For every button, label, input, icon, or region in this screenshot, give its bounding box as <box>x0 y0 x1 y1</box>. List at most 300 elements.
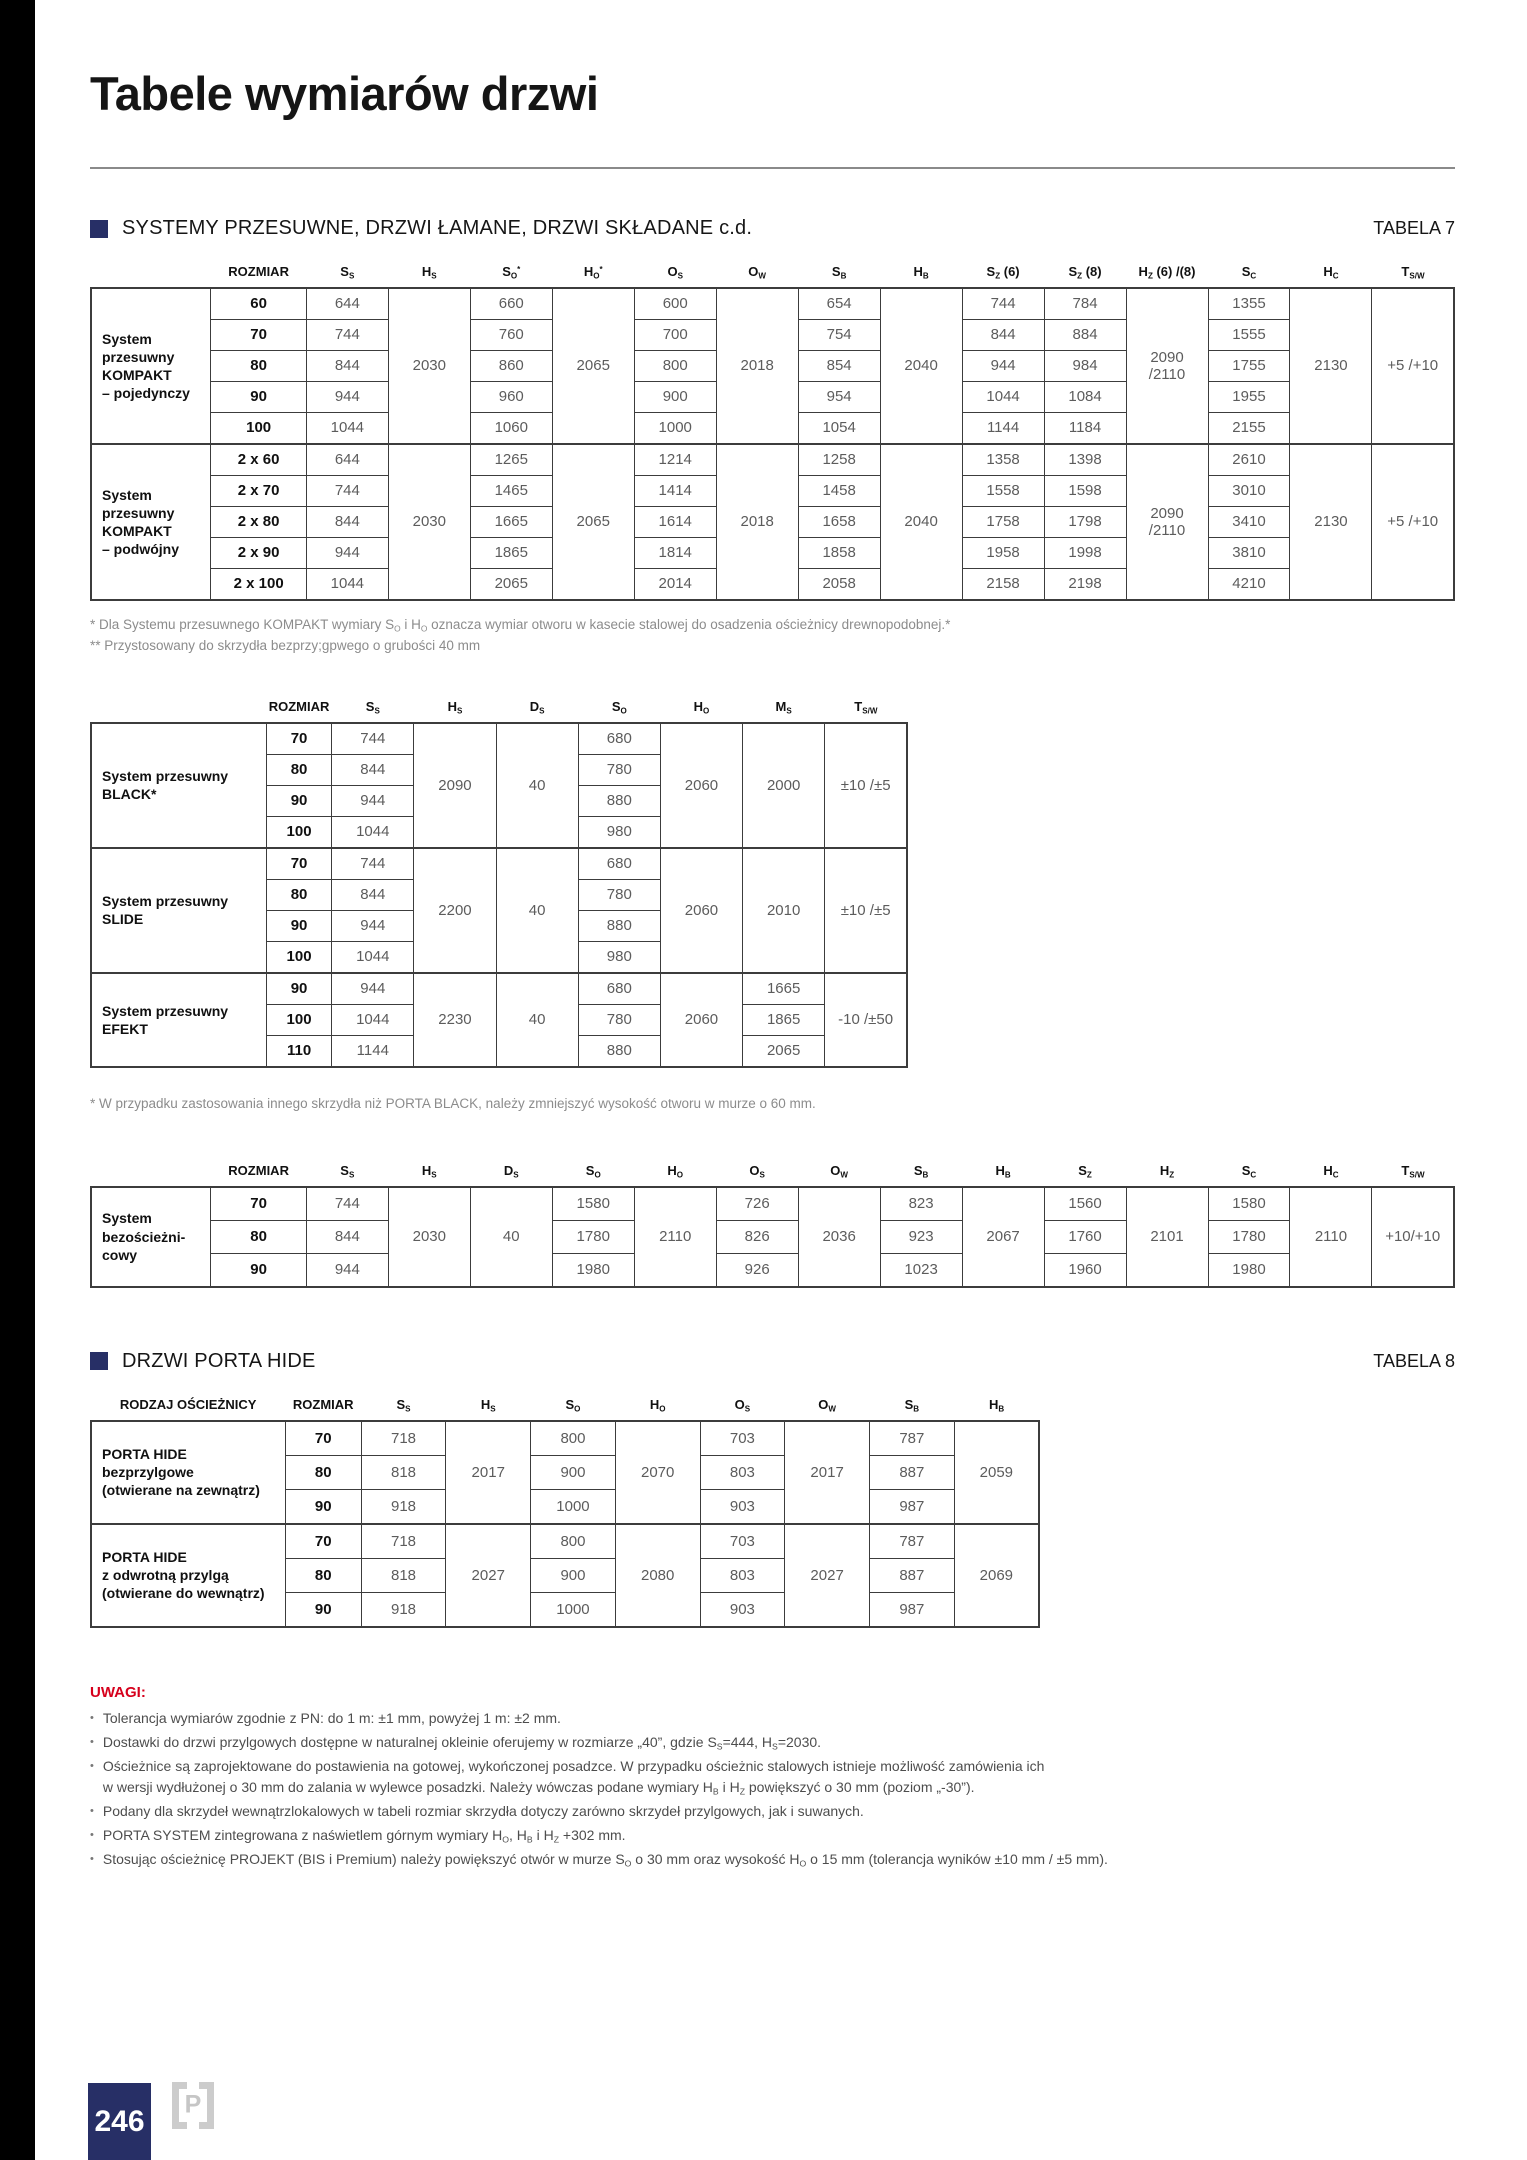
value-cell: 844 <box>332 879 414 910</box>
value-cell: 903 <box>700 1489 785 1524</box>
column-header <box>91 699 266 723</box>
value-cell: 680 <box>578 973 660 1005</box>
value-cell: 2610 <box>1208 444 1290 476</box>
merged-value-cell: 2059 <box>954 1421 1039 1524</box>
column-header: $O_W$ <box>818 1396 836 1414</box>
merged-value-cell: 40 <box>496 848 578 973</box>
size-cell: 70 <box>285 1524 361 1559</box>
value-cell: 1265 <box>470 444 552 476</box>
merged-value-cell: 2067 <box>962 1187 1044 1287</box>
size-cell: 90 <box>266 973 331 1005</box>
value-cell: 923 <box>880 1220 962 1253</box>
size-cell: 80 <box>211 351 306 382</box>
value-cell: 2198 <box>1044 569 1126 601</box>
value-cell: 926 <box>716 1253 798 1287</box>
merged-value-cell: 2230 <box>414 973 496 1067</box>
column-header: $H_S$ <box>421 1162 437 1180</box>
value-cell: 860 <box>470 351 552 382</box>
value-cell: 744 <box>332 723 414 755</box>
column-header: $H_O$ <box>693 698 710 716</box>
value-cell: 644 <box>306 288 388 320</box>
merged-value-cell: 2069 <box>954 1524 1039 1627</box>
column-header: $H_B$ <box>913 264 929 281</box>
size-cell: 70 <box>266 848 331 880</box>
section-header-porta-hide <box>90 1350 1455 1373</box>
group-label: System przesuwny BLACK* <box>91 723 266 848</box>
merged-value-cell: 2060 <box>660 973 742 1067</box>
value-cell: 844 <box>306 1220 388 1253</box>
note-item <box>90 1732 1455 1753</box>
column-header: $H_O$ <box>649 1396 666 1414</box>
size-cell: 60 <box>211 288 306 320</box>
value-cell: 2155 <box>1208 413 1290 445</box>
merged-value-cell: 40 <box>496 973 578 1067</box>
value-cell: 744 <box>306 1187 388 1221</box>
value-cell: 1558 <box>962 476 1044 507</box>
notes-section <box>90 1684 1455 1870</box>
bullet-icon: • <box>90 1804 94 1817</box>
group-label: System przesuwny EFEKT <box>91 973 266 1067</box>
size-cell: 80 <box>285 1558 361 1592</box>
value-cell: 1398 <box>1044 444 1126 476</box>
group-label: System bezościeżni- cowy <box>91 1187 211 1287</box>
value-cell: 4210 <box>1208 569 1290 601</box>
column-header <box>91 264 211 288</box>
size-cell: 2 x 60 <box>211 444 306 476</box>
table-black-slide-efekt <box>90 699 908 1068</box>
value-cell: 1780 <box>1208 1220 1290 1253</box>
merged-value-cell: ±10 /±5 <box>825 723 907 848</box>
value-cell: 1580 <box>552 1187 634 1221</box>
merged-value-cell: 2090 /2110 <box>1126 444 1208 600</box>
column-header: $S_S$ <box>340 1162 355 1180</box>
merged-value-cell: 2018 <box>716 288 798 444</box>
value-cell: 680 <box>578 723 660 755</box>
value-cell: 787 <box>869 1421 954 1456</box>
value-cell: 744 <box>306 320 388 351</box>
note-text: Stosując ościeżnicę PROJEKT (BIS i Premium) należy powiększyć otwór w murze $S_O$ o 30 mm oraz wysokość $H_O$ o 15 mm (tolerancja wyników ±10 mm / ±5 mm). <box>102 1850 1108 1869</box>
value-cell: 1044 <box>332 816 414 848</box>
value-cell: 918 <box>361 1489 446 1524</box>
left-edge-bar <box>0 0 35 2160</box>
value-cell: 1555 <box>1208 320 1290 351</box>
value-cell: 880 <box>578 910 660 941</box>
value-cell: 903 <box>700 1592 785 1627</box>
value-cell: 1814 <box>634 538 716 569</box>
size-cell: 90 <box>266 785 331 816</box>
value-cell: 900 <box>531 1558 616 1592</box>
merged-value-cell: 2040 <box>880 444 962 600</box>
value-cell: 1000 <box>634 413 716 445</box>
merged-value-cell: 2030 <box>388 444 470 600</box>
column-header: $T_{S/W}$ <box>854 698 878 716</box>
size-cell: 70 <box>211 1187 306 1221</box>
value-cell: 1980 <box>1208 1253 1290 1287</box>
table7-footnotes <box>90 615 1455 657</box>
value-cell: 826 <box>716 1220 798 1253</box>
page-number-badge <box>88 2083 151 2160</box>
table7-grid <box>90 264 1455 601</box>
column-header: $S_S$ <box>340 264 355 281</box>
column-header: $T_{S/W}$ <box>1401 264 1425 281</box>
merged-value-cell: 2018 <box>716 444 798 600</box>
value-cell: 754 <box>798 320 880 351</box>
value-cell: 800 <box>634 351 716 382</box>
value-cell: 784 <box>1044 288 1126 320</box>
merged-value-cell: 40 <box>470 1187 552 1287</box>
value-cell: 700 <box>634 320 716 351</box>
value-cell: 660 <box>470 288 552 320</box>
value-cell: 944 <box>332 973 414 1005</box>
value-cell: 780 <box>578 1004 660 1035</box>
value-cell: 984 <box>1044 351 1126 382</box>
column-header: $H_B$ <box>995 1162 1011 1180</box>
section-title: DRZWI PORTA HIDE <box>122 1349 316 1372</box>
size-cell: 80 <box>266 754 331 785</box>
bullet-icon: • <box>90 1828 94 1841</box>
column-header: $O_S$ <box>667 264 683 281</box>
merged-value-cell: +5 /+10 <box>1372 288 1454 444</box>
column-header: $M_S$ <box>775 698 792 716</box>
page-content <box>90 0 1455 1873</box>
value-cell: 1760 <box>1044 1220 1126 1253</box>
value-cell: 1054 <box>798 413 880 445</box>
value-cell: 960 <box>470 382 552 413</box>
column-header: $S_Z$ (8) <box>1068 264 1102 281</box>
size-cell: 80 <box>211 1220 306 1253</box>
value-cell: 1580 <box>1208 1187 1290 1221</box>
value-cell: 703 <box>700 1524 785 1559</box>
value-cell: 718 <box>361 1524 446 1559</box>
size-cell: 70 <box>285 1421 361 1456</box>
size-cell: 70 <box>266 723 331 755</box>
column-header: $S_C$ <box>1241 264 1257 281</box>
merged-value-cell: 2065 <box>552 288 634 444</box>
merged-value-cell: 2080 <box>615 1524 700 1627</box>
value-cell: 760 <box>470 320 552 351</box>
column-header: $H_Z$ <box>1159 1162 1175 1180</box>
group-label: PORTA HIDE bezprzylgowe (otwierane na zewnątrz) <box>91 1421 285 1524</box>
column-header: $S_S$ <box>365 698 380 716</box>
bullet-icon: • <box>90 1735 94 1748</box>
value-cell: 1044 <box>962 382 1044 413</box>
value-cell: 726 <box>716 1187 798 1221</box>
value-cell: 1044 <box>306 569 388 601</box>
value-cell: 980 <box>578 816 660 848</box>
merged-value-cell: 2027 <box>446 1524 531 1627</box>
value-cell: 1458 <box>798 476 880 507</box>
value-cell: 3010 <box>1208 476 1290 507</box>
column-header: ROZMIAR <box>268 698 330 714</box>
value-cell: 1044 <box>332 941 414 973</box>
merged-value-cell: 2101 <box>1126 1187 1208 1287</box>
value-cell: 787 <box>869 1524 954 1559</box>
size-cell: 90 <box>211 382 306 413</box>
value-cell: 780 <box>578 879 660 910</box>
footnote: * W przypadku zastosowania innego skrzydła niż PORTA BLACK, należy zmniejszyć wysokość otworu w murze o 60 mm. <box>90 1095 816 1111</box>
footnote: ** Przystosowany do skrzydła bezprzy;gpwego o grubości 40 mm <box>90 637 481 653</box>
value-cell: 954 <box>798 382 880 413</box>
value-cell: 880 <box>578 785 660 816</box>
value-cell: 1355 <box>1208 288 1290 320</box>
value-cell: 1780 <box>552 1220 634 1253</box>
value-cell: 2065 <box>470 569 552 601</box>
column-header: ROZMIAR <box>228 264 289 279</box>
value-cell: 644 <box>306 444 388 476</box>
value-cell: 900 <box>634 382 716 413</box>
value-cell: 703 <box>700 1421 785 1456</box>
tabela-8-label: TABELA 8 <box>1373 1350 1455 1371</box>
page-title: Tabele wymiarów drzwi <box>90 67 599 120</box>
value-cell: 880 <box>578 1035 660 1067</box>
section-header-sliding-systems <box>90 217 1455 240</box>
merged-value-cell: 2030 <box>388 288 470 444</box>
column-header: $S_B$ <box>904 1396 920 1414</box>
logo-letter: P <box>184 2089 202 2118</box>
merged-value-cell: +5 /+10 <box>1372 444 1454 600</box>
footnote: * Dla Systemu przesuwnego KOMPAKT wymiary $S_O$ i $H_O$ oznacza wymiar otworu w kasecie stalowej do osadzenia ościeżnicy drewnopodobnej.* <box>90 617 951 634</box>
value-cell: 918 <box>361 1592 446 1627</box>
value-cell: 2065 <box>743 1035 825 1067</box>
size-cell: 90 <box>285 1592 361 1627</box>
value-cell: 980 <box>578 941 660 973</box>
section-title: SYSTEMY PRZESUWNE, DRZWI ŁAMANE, DRZWI SKŁADANE c.d. <box>122 217 753 239</box>
column-header: $H_B$ <box>988 1396 1005 1414</box>
value-cell: 1858 <box>798 538 880 569</box>
value-cell: 1000 <box>531 1489 616 1524</box>
bullet-icon: • <box>90 1711 94 1724</box>
value-cell: 1755 <box>1208 351 1290 382</box>
value-cell: 818 <box>361 1558 446 1592</box>
value-cell: 803 <box>700 1455 785 1489</box>
group-label: PORTA HIDE z odwrotną przylgą (otwierane do wewnątrz) <box>91 1524 285 1627</box>
value-cell: 744 <box>332 848 414 880</box>
note-item <box>90 1801 1455 1822</box>
value-cell: 1144 <box>332 1035 414 1067</box>
value-cell: 1358 <box>962 444 1044 476</box>
tabela-7-label: TABELA 7 <box>1373 218 1455 238</box>
value-cell: 944 <box>332 785 414 816</box>
value-cell: 854 <box>798 351 880 382</box>
column-header: $H_O$ <box>667 1162 684 1180</box>
value-cell: 844 <box>962 320 1044 351</box>
merged-value-cell: 2130 <box>1290 288 1372 444</box>
table_frameless-grid <box>90 1163 1455 1288</box>
value-cell: 803 <box>700 1558 785 1592</box>
value-cell: 800 <box>531 1524 616 1559</box>
size-cell: 90 <box>285 1489 361 1524</box>
porta-logo-icon <box>172 2082 214 2129</box>
merged-value-cell: 2065 <box>552 444 634 600</box>
notes-list <box>90 1708 1455 1870</box>
merged-value-cell: 2090 <box>414 723 496 848</box>
column-header: $H_S$ <box>480 1396 496 1414</box>
value-cell: 887 <box>869 1455 954 1489</box>
size-cell: 70 <box>211 320 306 351</box>
notes-title: UWAGI: <box>90 1683 146 1701</box>
value-cell: 3810 <box>1208 538 1290 569</box>
value-cell: 1465 <box>470 476 552 507</box>
column-header: $H_Z$ (6) /(8) <box>1138 264 1196 281</box>
size-cell: 110 <box>266 1035 331 1067</box>
merged-value-cell: -10 /±50 <box>825 973 907 1067</box>
section-marker-icon <box>90 220 108 238</box>
value-cell: 2058 <box>798 569 880 601</box>
value-cell: 1980 <box>552 1253 634 1287</box>
merged-value-cell: 2110 <box>634 1187 716 1287</box>
column-header: $S_O$ <box>585 1162 601 1180</box>
value-cell: 1184 <box>1044 413 1126 445</box>
column-header: $H_S$ <box>447 698 463 716</box>
value-cell: 1060 <box>470 413 552 445</box>
column-header: $S_B$ <box>913 1162 929 1180</box>
title-divider <box>90 167 1455 169</box>
merged-value-cell: 2070 <box>615 1421 700 1524</box>
merged-value-cell: 2017 <box>446 1421 531 1524</box>
size-cell: 2 x 70 <box>211 476 306 507</box>
value-cell: 1658 <box>798 507 880 538</box>
column-header: $S_S$ <box>396 1396 411 1414</box>
note-item <box>90 1849 1455 1870</box>
note-text: PORTA SYSTEM zintegrowana z naświetlem górnym wymiary $H_O$, $H_B$ i $H_Z +302$ mm. <box>102 1826 626 1845</box>
column-header: $O_W$ <box>830 1162 848 1180</box>
size-cell: 80 <box>266 879 331 910</box>
value-cell: 944 <box>306 382 388 413</box>
value-cell: 944 <box>306 538 388 569</box>
table_mid-grid <box>90 699 908 1068</box>
value-cell: 1865 <box>743 1004 825 1035</box>
value-cell: 1798 <box>1044 507 1126 538</box>
note-text: Podany dla skrzydeł wewnątrzlokalowych w tabeli rozmiar skrzydła dotyczy zarówno skrzydeł przylgowych, jak i suwanych. <box>102 1802 864 1819</box>
value-cell: 987 <box>869 1489 954 1524</box>
value-cell: 818 <box>361 1455 446 1489</box>
value-cell: 780 <box>578 754 660 785</box>
group-label: System przesuwny SLIDE <box>91 848 266 973</box>
value-cell: 1614 <box>634 507 716 538</box>
value-cell: 987 <box>869 1592 954 1627</box>
value-cell: 1598 <box>1044 476 1126 507</box>
column-header: $T_{S/W}$ <box>1401 1162 1425 1180</box>
merged-value-cell: 2090 /2110 <box>1126 288 1208 444</box>
value-cell: 1758 <box>962 507 1044 538</box>
table-frameless-system <box>90 1163 1455 1288</box>
section-marker-icon <box>90 1352 108 1370</box>
value-cell: 718 <box>361 1421 446 1456</box>
group-label: System przesuwny KOMPAKT – pojedynczy <box>91 288 211 444</box>
value-cell: 744 <box>306 476 388 507</box>
column-header: $S_B$ <box>831 264 847 281</box>
column-header: $S_O$ <box>565 1396 581 1414</box>
column-header: $O_W$ <box>748 264 767 281</box>
column-header: $O_S$ <box>734 1396 751 1414</box>
column-header: $S_Z$ (6) <box>986 264 1020 281</box>
group-label: System przesuwny KOMPAKT – podwójny <box>91 444 211 600</box>
value-cell: 680 <box>578 848 660 880</box>
column-header: $S_O^*$ <box>502 264 521 281</box>
note-text: Ościeżnice są zaprojektowane do postawienia na gotowej, wykończonej posadzce. W przypadku ościeżnic stalowych istnieje możliwość zamówienia ich w wersji wydłużonej o 30 mm do zalania w wylewce posadzki. Należy wówczas podane wymiary $H_B$ i $H_Z$ powiększyć o 30 mm (poziom „-30”). <box>102 1757 1045 1797</box>
value-cell: 944 <box>306 1253 388 1287</box>
column-header: $H_O^*$ <box>583 264 603 281</box>
value-cell: 1258 <box>798 444 880 476</box>
value-cell: 900 <box>531 1455 616 1489</box>
size-cell: 2 x 80 <box>211 507 306 538</box>
value-cell: 1023 <box>880 1253 962 1287</box>
value-cell: 944 <box>332 910 414 941</box>
size-cell: 2 x 100 <box>211 569 306 601</box>
value-cell: 1560 <box>1044 1187 1126 1221</box>
page-number: 246 <box>94 2104 145 2138</box>
value-cell: 800 <box>531 1421 616 1456</box>
column-header: RODZAJ OŚCIEŻNICY <box>119 1396 257 1412</box>
size-cell: 90 <box>266 910 331 941</box>
merged-value-cell: 40 <box>496 723 578 848</box>
merged-value-cell: 2030 <box>388 1187 470 1287</box>
column-header: $D_S$ <box>503 1162 519 1180</box>
column-header: $O_S$ <box>749 1162 765 1180</box>
merged-value-cell: 2130 <box>1290 444 1372 600</box>
value-cell: 844 <box>332 754 414 785</box>
size-cell: 100 <box>266 1004 331 1035</box>
table-kompakt-systems <box>90 264 1455 601</box>
value-cell: 1665 <box>470 507 552 538</box>
value-cell: 887 <box>869 1558 954 1592</box>
bullet-icon: • <box>90 1852 94 1865</box>
merged-value-cell: 2060 <box>660 723 742 848</box>
column-header: $H_C$ <box>1323 264 1339 281</box>
value-cell: 1865 <box>470 538 552 569</box>
value-cell: 944 <box>962 351 1044 382</box>
merged-value-cell: 2027 <box>785 1524 870 1627</box>
value-cell: 1960 <box>1044 1253 1126 1287</box>
value-cell: 654 <box>798 288 880 320</box>
merged-value-cell: ±10 /±5 <box>825 848 907 973</box>
size-cell: 80 <box>285 1455 361 1489</box>
column-header: $S_Z$ <box>1078 1162 1092 1180</box>
size-cell: 100 <box>266 941 331 973</box>
column-header: $H_C$ <box>1323 1162 1339 1180</box>
size-cell: 90 <box>211 1253 306 1287</box>
value-cell: 1955 <box>1208 382 1290 413</box>
merged-value-cell: 2017 <box>785 1421 870 1524</box>
merged-value-cell: 2000 <box>743 723 825 848</box>
note-item <box>90 1708 1455 1729</box>
merged-value-cell: 2010 <box>743 848 825 973</box>
note-text: Dostawki do drzwi przylgowych dostępne w naturalnej okleinie oferujemy w rozmiarze „40”, gdzie $S_S=444$, $H_S=2030$. <box>102 1733 822 1752</box>
merged-value-cell: 2036 <box>798 1187 880 1287</box>
value-cell: 823 <box>880 1187 962 1221</box>
table8-grid <box>90 1397 1040 1628</box>
merged-value-cell: 2060 <box>660 848 742 973</box>
value-cell: 1044 <box>332 1004 414 1035</box>
value-cell: 1044 <box>306 413 388 445</box>
size-cell: 100 <box>211 413 306 445</box>
table-porta-hide <box>90 1397 1040 1628</box>
bullet-icon: • <box>90 1759 94 1772</box>
column-header: $S_O$ <box>611 698 627 716</box>
value-cell: 1144 <box>962 413 1044 445</box>
column-header <box>91 1163 211 1187</box>
merged-value-cell: +10/+10 <box>1372 1187 1454 1287</box>
value-cell: 3410 <box>1208 507 1290 538</box>
value-cell: 1414 <box>634 476 716 507</box>
value-cell: 844 <box>306 507 388 538</box>
size-cell: 100 <box>266 816 331 848</box>
column-header: ROZMIAR <box>228 1162 289 1178</box>
size-cell: 2 x 90 <box>211 538 306 569</box>
value-cell: 1998 <box>1044 538 1126 569</box>
column-header: $H_S$ <box>421 264 437 281</box>
value-cell: 1958 <box>962 538 1044 569</box>
